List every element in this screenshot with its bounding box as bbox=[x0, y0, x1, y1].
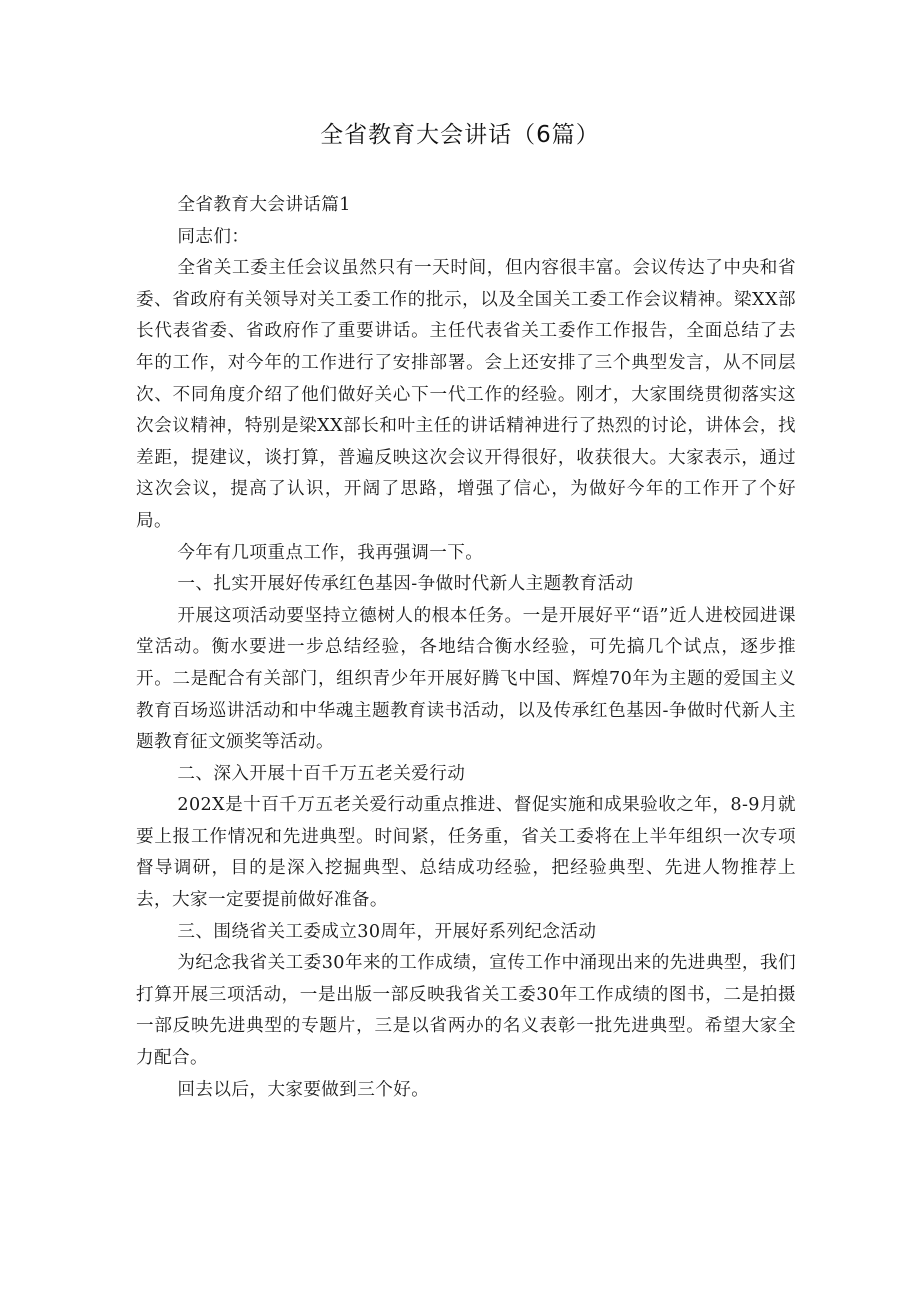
document-title: 全省教育大会讲话（6篇） bbox=[320, 122, 600, 148]
paragraph-task-1: 开展这项活动要坚持立德树人的根本任务。一是开展好平“语”近人进校园进课堂活动。衡水要进一步总结经验，各地结合衡水经验，可先搞几个试点，逐步推开。二是配合有关部门，组织青少年开展好腾飞中国、辉煌70年为主题的爱国主义教育百场巡讲活动和中华魂主题教育读书活动，以及传承红色基因-争做时代新人主题教育征文颁奖等活动。 bbox=[136, 605, 796, 753]
heading-task-3: 三、围绕省关工委成立30周年，开展好系列纪念活动 bbox=[177, 921, 597, 942]
heading-task-1: 一、扎实开展好传承红色基因-争做时代新人主题教育活动 bbox=[177, 574, 634, 595]
heading-task-2: 二、深入开展十百千万五老关爱行动 bbox=[177, 763, 466, 784]
paragraph-meeting-summary: 全省关工委主任会议虽然只有一天时间，但内容很丰富。会议传达了中央和省委、省政府有关领导对关工委工作的批示，以及全国关工委工作会议精神。梁XX部长代表省委、省政府作了重要讲话。主任代表省关工委作工作报告，全面总结了去年的工作，对今年的工作进行了安排部署。会上还安排了三个典型发言，从不同层次、不同角度介绍了他们做好关心下一代工作的经验。刚才，大家围绕贯彻落实这次会议精神，特别是梁XX部长和叶主任的讲话精神进行了热烈的讨论，讲体会，找差距，提建议，谈打算，普遍反映这次会议开得很好，收获很大。大家表示，通过这次会议，提高了认识，开阔了思路，增强了信心，为做好今年的工作开了个好局。 bbox=[136, 258, 796, 531]
document-body bbox=[136, 190, 796, 1106]
paragraph-task-2: 202X是十百千万五老关爱行动重点推进、督促实施和成果验收之年，8-9月就要上报工作情况和先进典型。时间紧，任务重，省关工委将在上半年组织一次专项督导调研，目的是深入挖掘典型、总结成功经验，把经验典型、先进人物推荐上去，大家一定要提前做好准备。 bbox=[136, 795, 796, 911]
paragraph-closing: 回去以后，大家要做到三个好。 bbox=[177, 1079, 430, 1100]
paragraph-intro-key-tasks: 今年有几项重点工作，我再强调一下。 bbox=[177, 542, 484, 563]
section-title: 全省教育大会讲话篇1 bbox=[177, 195, 351, 215]
paragraph-task-3: 为纪念我省关工委30年来的工作成绩，宣传工作中涌现出来的先进典型，我们打算开展三项活动，一是出版一部反映我省关工委30年工作成绩的图书，二是拍摄一部反映先进典型的专题片，三是以省两办的名义表彰一批先进典型。希望大家全力配合。 bbox=[136, 953, 796, 1069]
salutation: 同志们： bbox=[177, 226, 250, 247]
